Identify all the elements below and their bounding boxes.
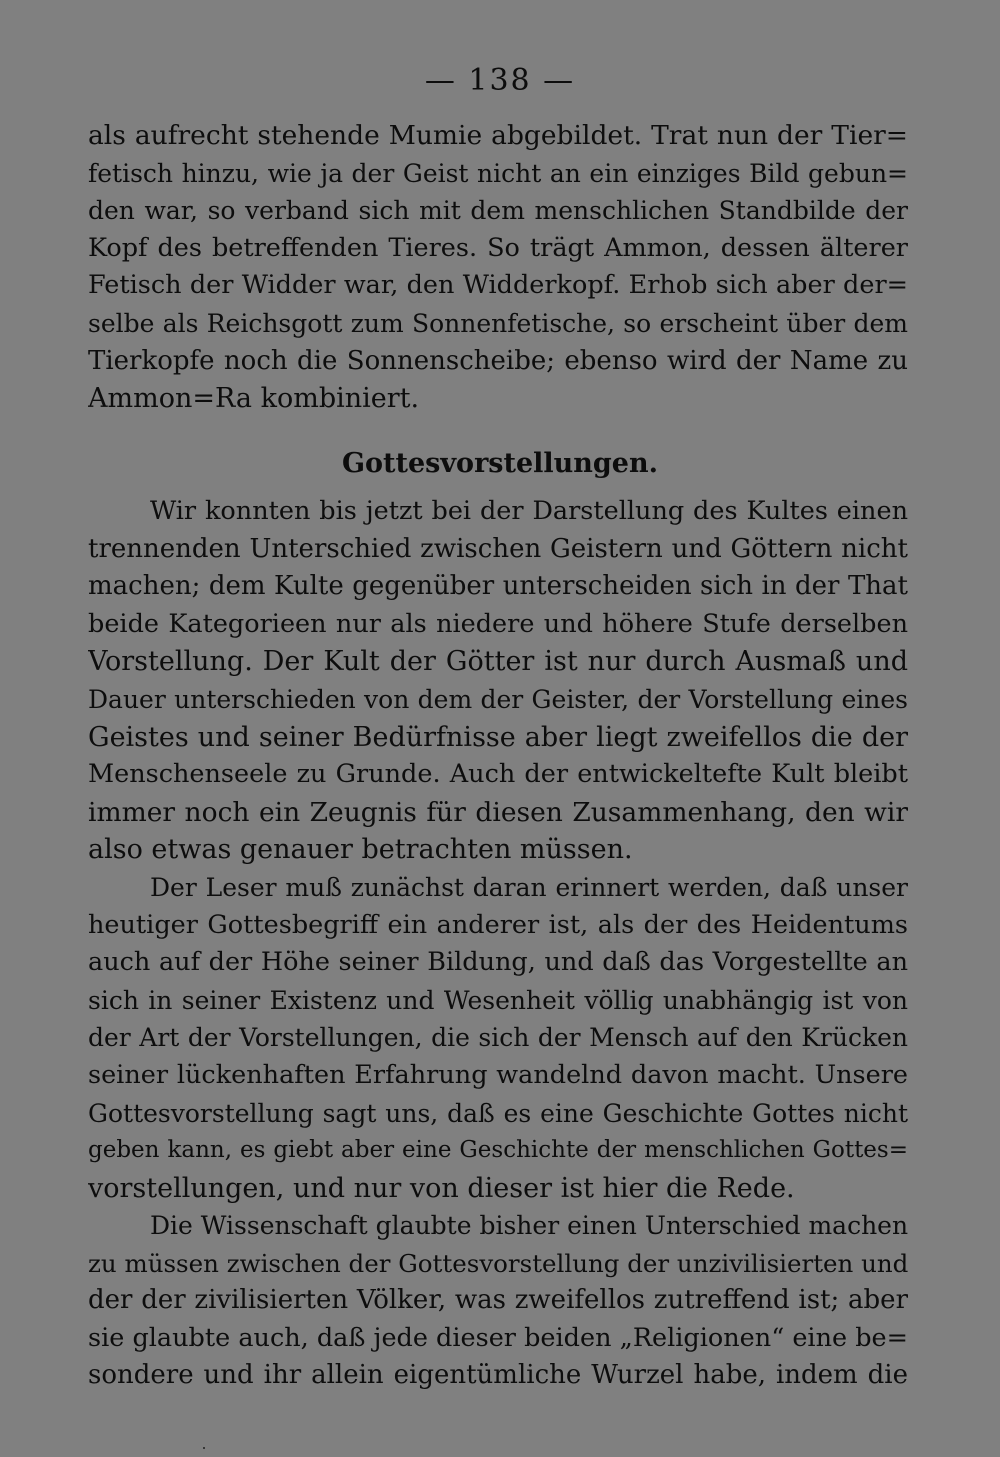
text-line: Ammon=Ra kombiniert.	[88, 383, 420, 415]
text-line: Kopf des betreffenden Tieres. So trägt Ammon, dessen älterer	[88, 232, 908, 263]
text-line: sondere und ihr allein eigentümliche Wurzel habe, indem die	[88, 1360, 908, 1391]
text-line: Der Leser muß zunächst daran erinnert werden, daß unser	[150, 873, 908, 902]
text-line: machen; dem Kulte gegenüber unterscheiden sich in der That	[88, 571, 908, 602]
text-line: der Art der Vorstellungen, die sich der Mensch auf den Krücken	[88, 1023, 908, 1053]
page-number: — 138 —	[424, 63, 576, 98]
text-line: sie glaubte auch, daß jede dieser beiden „Religionen“ eine be=	[88, 1322, 908, 1353]
text-line: trennenden Unterschied zwischen Geistern und Göttern nicht	[88, 533, 908, 564]
text-line: der der zivilisierten Völker, was zweifellos zutreffend ist; aber	[88, 1285, 908, 1316]
text-line: Geistes und seiner Bedürfnisse aber liegt zweifellos die der	[88, 721, 908, 753]
text-line: beide Kategorieen nur als niedere und höhere Stufe derselben	[88, 608, 908, 639]
text-line: zu müssen zwischen der Gottesvorstellung der unzivilisierten und	[88, 1248, 908, 1278]
text-line: als aufrecht stehende Mumie abgebildet. Trat nun der Tier=	[88, 120, 908, 151]
text-line: heutiger Gottesbegriff ein anderer ist, als der des Heidentums	[88, 909, 908, 940]
text-line: auch auf der Höhe seiner Bildung, und daß das Vorgestellte an	[88, 947, 908, 978]
text-line: Die Wissenschaft glaubte bisher einen Unterschied machen	[150, 1211, 908, 1240]
text-line: vorstellungen, und nur von dieser ist hier die Rede.	[88, 1172, 795, 1204]
paragraph-2	[88, 493, 908, 869]
text-line: also etwas genauer betrachten müssen.	[88, 834, 633, 866]
text-line: Vorstellung. Der Kult der Götter ist nur durch Ausmaß und	[88, 646, 908, 678]
text-line: selbe als Reichsgott zum Sonnenfetische, so erscheint über dem	[88, 308, 908, 338]
paragraph-3	[88, 869, 908, 1207]
text-line: seiner lückenhaften Erfahrung wandelnd davon macht. Unsere	[88, 1059, 908, 1090]
section-heading: Gottesvorstellungen.	[341, 448, 659, 479]
text-line: geben kann, es giebt aber eine Geschichte der menschlichen Gottes=	[88, 1137, 908, 1164]
print-speck	[203, 1447, 205, 1449]
text-line: Menschenseele zu Grunde. Auch der entwickeltefte Kult bleibt	[88, 759, 908, 790]
text-line: Tierkopfe noch die Sonnenscheibe; ebenso wird der Name zu	[88, 345, 908, 376]
text-line: Gottesvorstellung sagt uns, daß es eine Geschichte Gottes nicht	[88, 1098, 908, 1128]
text-line: Fetisch der Widder war, den Widderkopf. Erhob sich aber der=	[88, 270, 908, 301]
paragraph-1	[88, 117, 908, 418]
paragraph-4	[88, 1207, 908, 1395]
text-line: den war, so verband sich mit dem menschlichen Standbilde der	[88, 196, 908, 226]
text-line: sich in seiner Existenz und Wesenheit völlig unabhängig ist von	[88, 985, 908, 1015]
text-line: Wir konnten bis jetzt bei der Darstellung des Kultes einen	[150, 496, 908, 526]
text-line: immer noch ein Zeugnis für diesen Zusammenhang, den wir	[88, 796, 908, 828]
text-line: Dauer unterschieden von dem der Geister, der Vorstellung eines	[88, 684, 908, 714]
text-line: fetisch hinzu, wie ja der Geist nicht an ein einziges Bild gebun=	[88, 158, 908, 188]
